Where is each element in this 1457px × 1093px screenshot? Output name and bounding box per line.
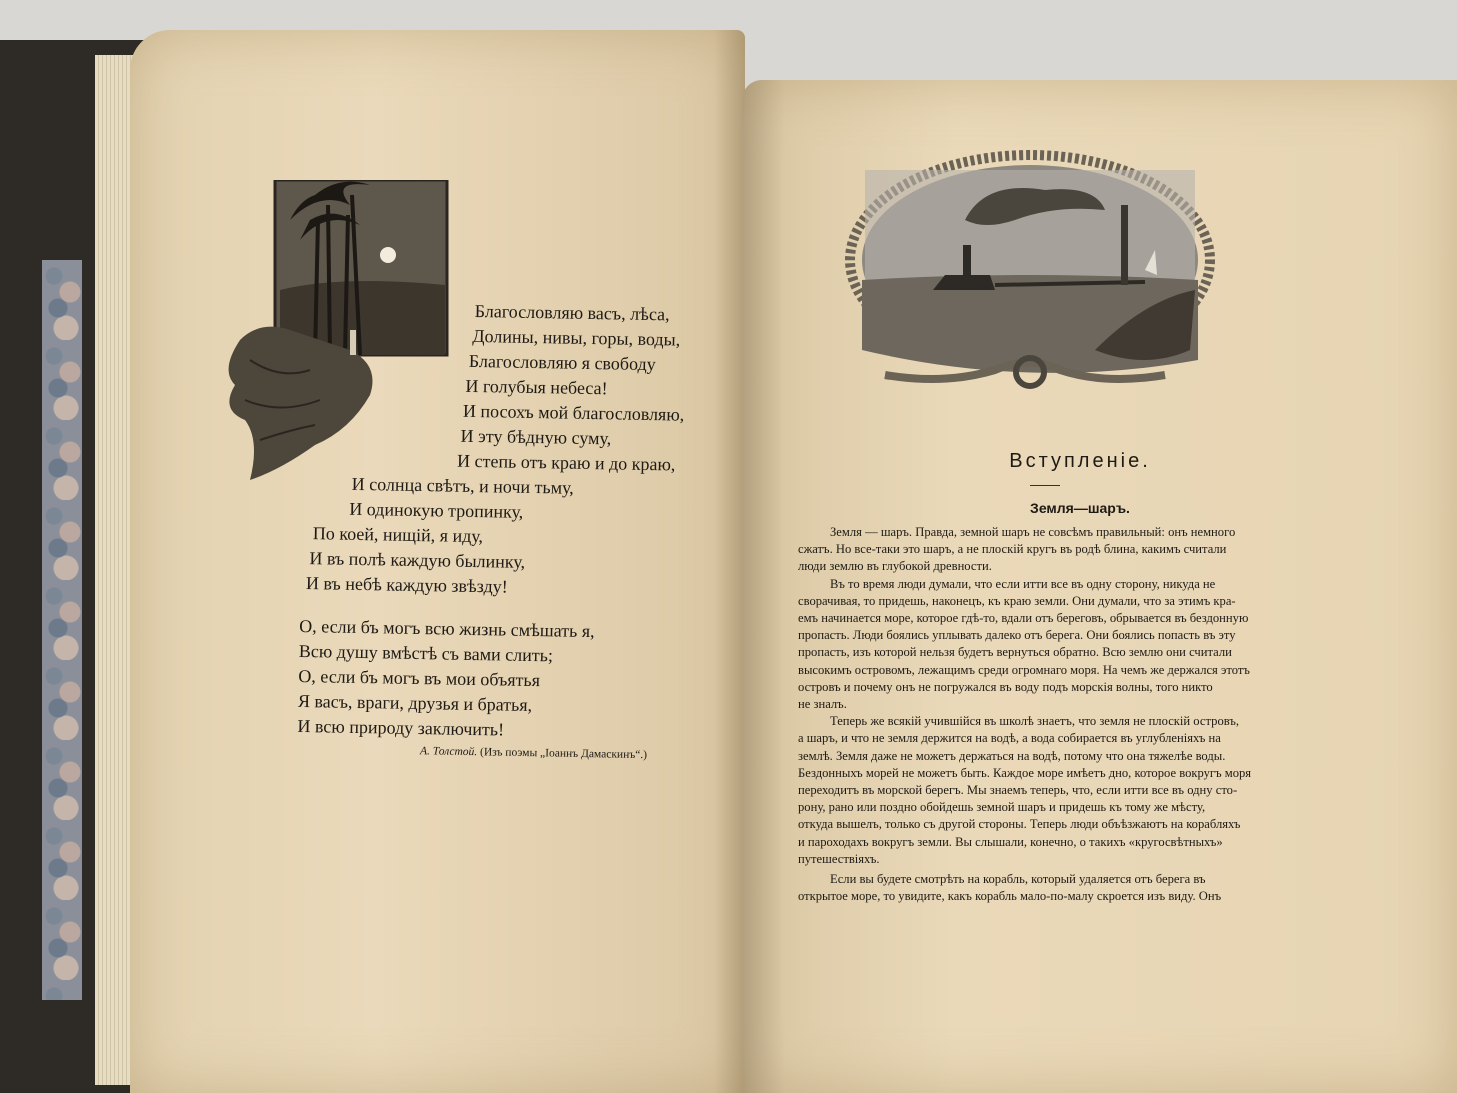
poem-line: И эту бѣдную суму, <box>460 425 612 449</box>
attribution-author: А. Толстой. <box>419 745 478 759</box>
text-line: люди землю въ глубокой древности. <box>798 559 992 574</box>
text-line: островъ и почему онъ не погружался въ воду подъ морскія волны, того никто <box>798 679 1213 694</box>
poem <box>297 296 745 765</box>
paragraph <box>798 576 1358 714</box>
text-line: пропасть. Люди боялись уплывать далеко отъ берега. Они боялись попасть въ эту <box>798 628 1236 643</box>
text-line: открытое море, то увидите, какъ корабль мало-по-малу скроется изъ виду. Онъ <box>798 889 1222 904</box>
text-line: путешествіяхъ. <box>798 851 880 866</box>
text-line: Земля — шаръ. Правда, земной шаръ не совсѣмъ правильный: онъ немного <box>830 525 1236 539</box>
poem-line: Долины, нивы, горы, воды, <box>472 325 681 350</box>
text-line: Теперь же всякій учившійся въ школѣ знаетъ, что земля не плоскій островъ, <box>830 714 1240 729</box>
poem-line: И посохъ мой благословляю, <box>462 400 685 425</box>
poem-line: О, если бъ могъ въ мои объятья <box>298 665 541 691</box>
poem-line: Благословляю васъ, лѣса, <box>474 300 670 325</box>
paragraph <box>798 871 1358 905</box>
chapter-heading: Вступленіе. <box>1009 450 1151 472</box>
poem-line: И въ небѣ каждую звѣзду! <box>305 573 508 597</box>
text-line: а шаръ, и что не земля держится на водѣ, а вода собирается въ углубленіяхъ на <box>798 731 1221 746</box>
poem-stanza-2 <box>297 614 739 747</box>
poem-line: О, если бъ могъ всю жизнь смѣшать я, <box>299 615 595 642</box>
poem-line: Благословляю я свободу <box>468 350 656 375</box>
text-line: Въ то время люди думали, что если итти все въ одну сторону, никуда не <box>830 576 1216 591</box>
text-line: емъ начинается море, которое гдѣ-то, вдали отъ береговъ, обрывается въ бездонную <box>798 611 1249 626</box>
text-line: рону, рано или поздно обойдешь земной шаръ и придешь къ тому же мѣсту, <box>798 800 1206 815</box>
text-line: и пароходахъ вокругъ земли. Вы слышали, конечно, о такихъ «кругосвѣтныхъ» <box>798 834 1223 849</box>
body-text <box>798 524 1358 905</box>
steamship-engraving <box>845 150 1215 395</box>
text-line: откуда вышелъ, только съ другой стороны. Теперь люди объѣзжаютъ на корабляхъ <box>798 817 1241 832</box>
text-line: землѣ. Земля даже не можетъ держаться на водѣ, потому что она тяжелѣе воды. <box>798 748 1226 763</box>
poem-line: Всю душу вмѣстѣ съ вами слить; <box>298 640 554 666</box>
marbled-endpaper <box>42 260 82 1000</box>
poem-line: По коей, нищій, я иду, <box>312 523 484 547</box>
text-line: пропасть, изъ которой нельзя будетъ вернуться обратно. Всю землю они считали <box>798 645 1232 660</box>
poem-line: И одинокую тропинку, <box>349 498 524 522</box>
attribution-source: (Изъ поэмы „Іоаннъ Дамаскинъ“.) <box>479 746 648 762</box>
poem-line: И голубыя небеса! <box>465 375 608 399</box>
paragraph <box>798 713 1358 868</box>
poem-line: Я васъ, враги, друзья и братья, <box>297 690 533 716</box>
text-line: не зналъ. <box>798 697 847 712</box>
text-line: переходитъ въ морской берегъ. Мы знаемъ теперь, что, если итти все въ одну сто- <box>798 783 1238 798</box>
poem-line: И солнца свѣтъ, и ночи тьму, <box>351 473 574 498</box>
text-line: сворачивая, то придешь, наконецъ, къ краю земли. Они думали, что за этимъ кра- <box>798 593 1236 608</box>
text-line: Бездонныхъ морей не можетъ быть. Каждое море имѣетъ дно, которое вокругъ моря <box>798 765 1252 780</box>
text-line: высокимъ островомъ, лежащимъ среди огромнаго моря. На чемъ же держался этотъ <box>798 662 1250 677</box>
poem-stanza-1 <box>300 296 745 604</box>
paragraph <box>798 524 1358 576</box>
poem-line: И въ полѣ каждую былинку, <box>309 548 526 572</box>
section-subheading: Земля—шаръ. <box>1030 500 1130 516</box>
text-line: Если вы будете смотрѣть на корабль, который удаляется отъ берега въ <box>830 872 1206 887</box>
text-line: сжатъ. Но все-таки это шаръ, а не плоскій кругъ въ родѣ блина, какимъ считали <box>798 542 1227 557</box>
poem-line: И степь отъ краю и до краю, <box>456 450 676 475</box>
heading-rule <box>1030 485 1060 486</box>
poem-line: И всю природу заключить! <box>297 715 505 740</box>
